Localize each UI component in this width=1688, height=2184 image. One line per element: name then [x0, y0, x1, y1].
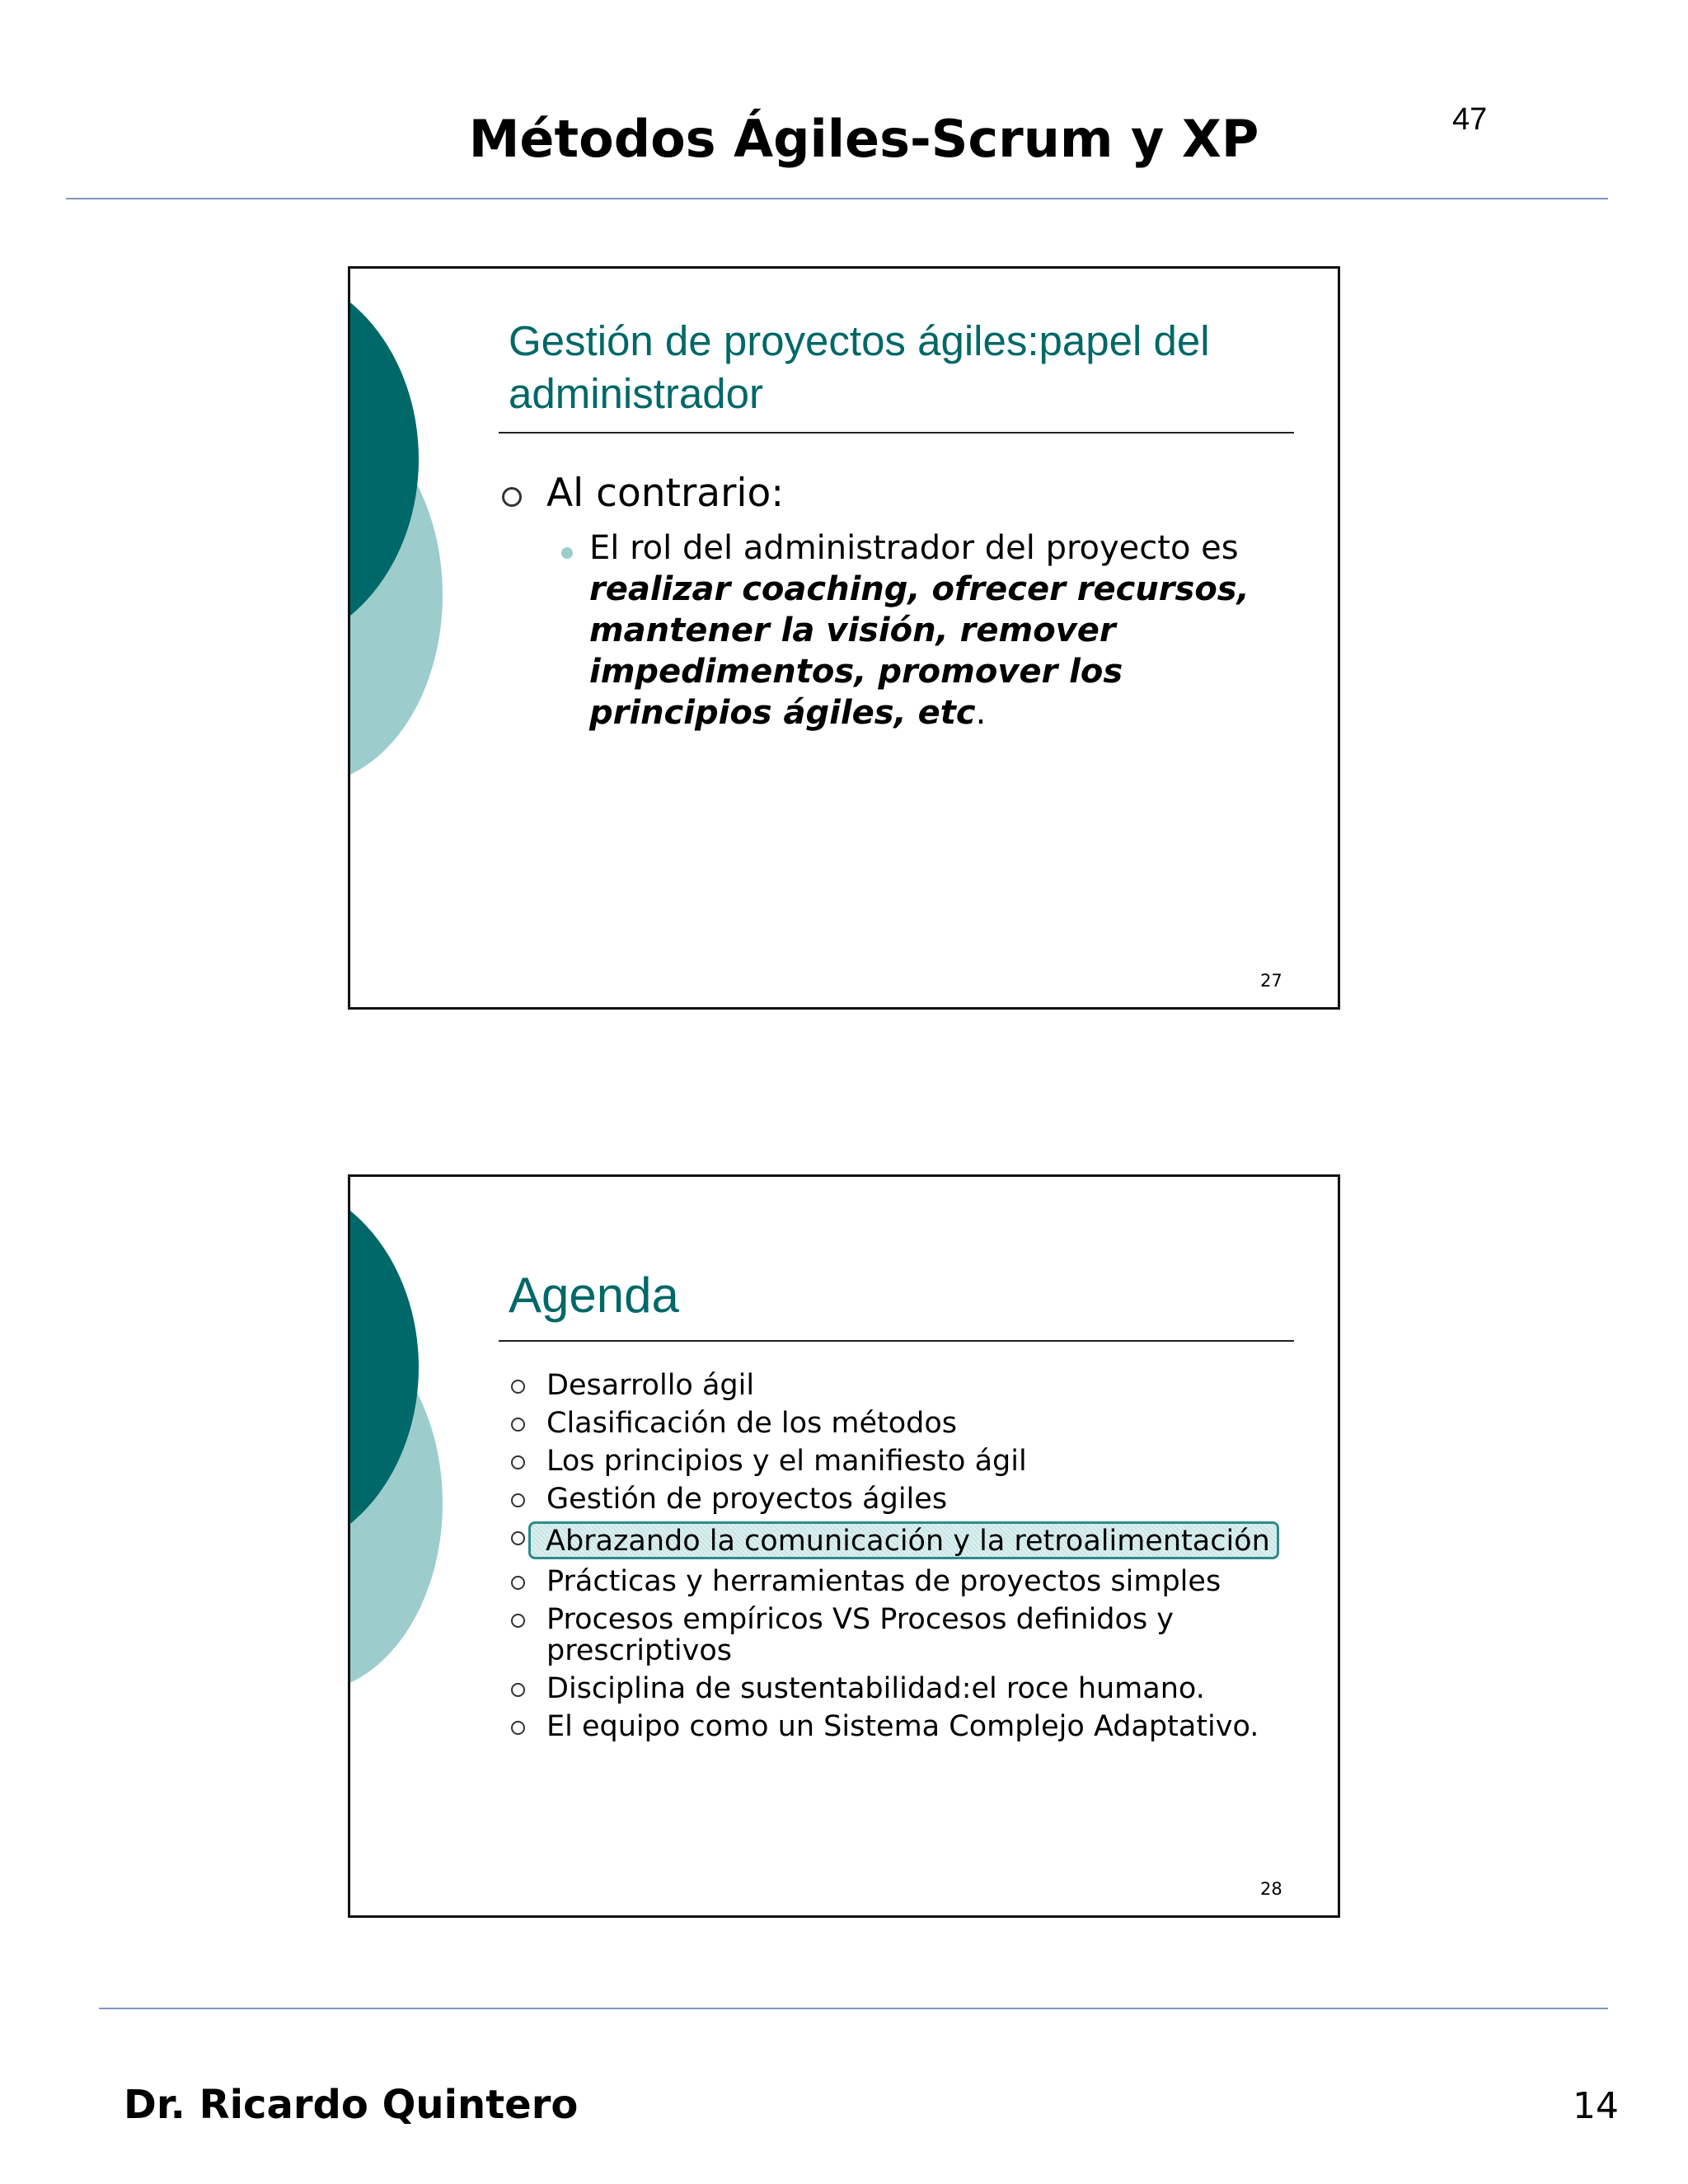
slide-number: 27	[1260, 971, 1282, 991]
ring-bullet-icon	[511, 1614, 525, 1628]
agenda-item-highlighted: Abrazando la comunicación y la retroalimentación	[509, 1521, 1283, 1559]
slide-title-divider	[499, 1340, 1294, 1342]
sub-bullet-text: El rol del administrador del proyecto es	[589, 529, 1239, 567]
agenda-item: El equipo como un Sistema Complejo Adaptativo.	[509, 1711, 1283, 1742]
ring-bullet-icon	[511, 1418, 525, 1432]
header-divider	[66, 198, 1608, 199]
slide-27	[348, 266, 1340, 1010]
sub-bullet-end: .	[975, 694, 987, 732]
slide-28	[348, 1174, 1340, 1918]
agenda-item: Procesos empíricos VS Procesos definidos y prescriptivos	[509, 1604, 1283, 1666]
ring-bullet-icon	[511, 1531, 525, 1545]
page-title: Métodos Ágiles-Scrum y XP	[468, 109, 1259, 169]
agenda-item: Clasificación de los métodos	[509, 1408, 1283, 1439]
ring-bullet-icon	[502, 487, 522, 507]
agenda-item: Los principios y el manifiesto ágil	[509, 1446, 1283, 1477]
sub-bullet-emphasis: realizar coaching, ofrecer recursos, mantener la visión, remover impedimentos, promover los principios ágiles, etc	[589, 570, 1250, 732]
slide-title: Gestión de proyectos ágiles:papel del administrador	[509, 317, 1210, 417]
sheet-number: 14	[1573, 2085, 1619, 2127]
agenda-item: Desarrollo ágil	[509, 1370, 1283, 1401]
agenda-item: Disciplina de sustentabilidad:el roce humano.	[509, 1673, 1283, 1704]
ring-bullet-icon	[511, 1721, 525, 1735]
ring-bullet-icon	[511, 1455, 525, 1469]
bullet-item	[509, 471, 784, 516]
ring-bullet-icon	[511, 1683, 525, 1697]
bullet-text: Al contrario:	[546, 471, 785, 516]
ring-bullet-icon	[511, 1493, 525, 1507]
page-number: 47	[1452, 102, 1488, 137]
sub-bullet-item	[589, 527, 1298, 733]
agenda-list	[509, 1370, 1283, 1749]
slide-title: Agenda	[509, 1268, 679, 1323]
ring-bullet-icon	[511, 1576, 525, 1590]
footer-divider	[99, 2008, 1608, 2009]
agenda-item: Prácticas y herramientas de proyectos simples	[509, 1566, 1283, 1597]
dot-bullet-icon	[561, 547, 573, 559]
slide-number: 28	[1260, 1879, 1282, 1899]
agenda-item: Gestión de proyectos ágiles	[509, 1483, 1283, 1515]
slide-title-divider	[499, 432, 1294, 434]
footer-author: Dr. Ricardo Quintero	[124, 2082, 579, 2128]
ring-bullet-icon	[511, 1380, 525, 1394]
